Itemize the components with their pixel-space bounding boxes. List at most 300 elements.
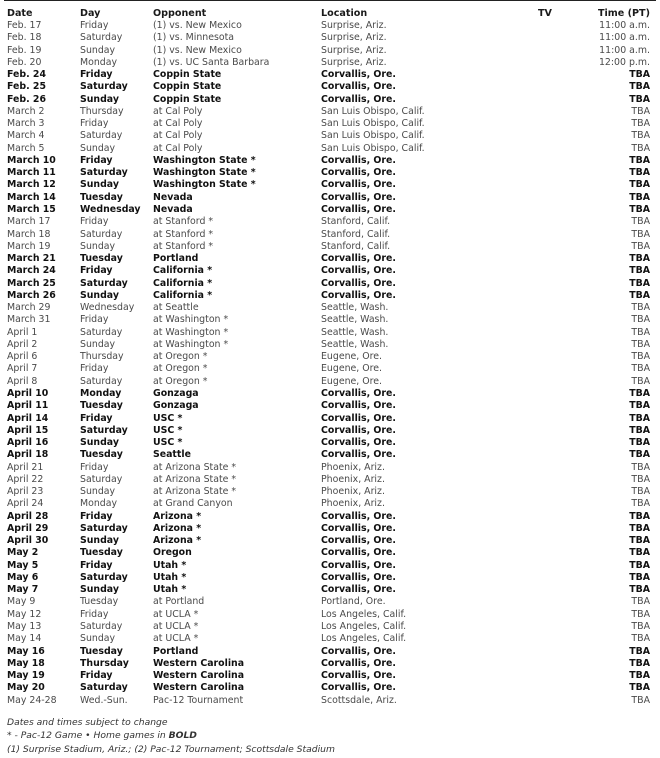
cell-date: March 26 <box>7 289 56 301</box>
cell-day: Tuesday <box>80 645 123 657</box>
cell-day: Tuesday <box>80 400 123 412</box>
cell-time: TBA <box>631 302 650 314</box>
cell-day: Sunday <box>80 93 119 105</box>
cell-day: Tuesday <box>80 449 123 461</box>
table-row <box>7 253 650 265</box>
cell-time: TBA <box>631 375 650 387</box>
cell-time: TBA <box>631 314 650 326</box>
cell-time: TBA <box>629 522 650 534</box>
cell-day: Wednesday <box>80 203 141 215</box>
cell-location: Corvallis, Ore. <box>321 571 396 583</box>
cell-day: Friday <box>80 314 109 326</box>
cell-location: Corvallis, Ore. <box>321 535 396 547</box>
cell-time: TBA <box>631 596 650 608</box>
cell-opponent: Pac-12 Tournament <box>153 694 244 706</box>
footnotes <box>7 716 647 756</box>
table-row <box>7 204 650 216</box>
cell-time: TBA <box>629 265 650 277</box>
cell-date: April 28 <box>7 510 49 522</box>
cell-day: Friday <box>80 412 113 424</box>
cell-opponent: Utah * <box>153 559 187 571</box>
cell-opponent: (1) vs. New Mexico <box>153 20 242 31</box>
table-row <box>7 118 650 130</box>
table-row <box>7 265 650 277</box>
table-row <box>7 658 650 670</box>
cell-location: San Luis Obispo, Calif. <box>321 118 425 130</box>
cell-time: TBA <box>631 473 650 485</box>
cell-time: 11:00 a.m. <box>599 32 650 44</box>
cell-date: March 5 <box>7 142 45 154</box>
cell-location: Corvallis, Ore. <box>321 412 396 424</box>
table-row <box>7 81 650 93</box>
table-row <box>7 462 650 474</box>
cell-date: April 22 <box>7 473 44 485</box>
table-row <box>7 388 650 400</box>
cell-date: Feb. 26 <box>7 93 46 105</box>
cell-date: March 21 <box>7 253 56 265</box>
cell-day: Sunday <box>80 142 116 154</box>
cell-day: Friday <box>80 608 109 620</box>
cell-opponent: Portland <box>153 253 199 265</box>
cell-location: San Luis Obispo, Calif. <box>321 105 425 117</box>
cell-date: April 1 <box>7 326 38 338</box>
cell-opponent: at UCLA * <box>153 621 199 633</box>
cell-location: San Luis Obispo, Calif. <box>321 142 425 154</box>
top-rule <box>4 0 656 1</box>
cell-day: Saturday <box>80 277 128 289</box>
table-row <box>7 69 650 81</box>
cell-date: April 16 <box>7 437 49 449</box>
cell-opponent: at Oregon * <box>153 363 208 375</box>
cell-location: Phoenix, Ariz. <box>321 498 385 510</box>
cell-time: TBA <box>629 584 650 596</box>
cell-location: Corvallis, Ore. <box>321 154 396 166</box>
cell-time: TBA <box>629 645 650 657</box>
cell-date: April 2 <box>7 338 38 350</box>
cell-location: Eugene, Ore. <box>321 351 383 363</box>
table-row <box>7 241 650 253</box>
table-row <box>7 449 650 461</box>
table-row <box>7 523 650 535</box>
cell-opponent: Western Carolina <box>153 682 245 694</box>
cell-location: Portland, Ore. <box>321 596 386 608</box>
cell-location: Stanford, Calif. <box>321 216 391 228</box>
cell-location: San Luis Obispo, Calif. <box>321 130 425 142</box>
cell-date: March 3 <box>7 118 45 130</box>
cell-opponent: Washington State * <box>153 167 256 179</box>
cell-date: March 17 <box>7 216 51 228</box>
cell-location: Corvallis, Ore. <box>321 584 396 596</box>
cell-day: Friday <box>80 118 109 130</box>
cell-opponent: California * <box>153 289 213 301</box>
footnote-dates: Dates and times subject to change <box>7 717 168 728</box>
cell-time: 11:00 a.m. <box>599 44 650 56</box>
table-row <box>7 143 650 155</box>
cell-date: May 5 <box>7 559 39 571</box>
cell-time: TBA <box>631 142 650 154</box>
cell-day: Saturday <box>80 130 123 142</box>
cell-day: Thursday <box>80 105 124 117</box>
cell-opponent: at Oregon * <box>153 351 208 363</box>
cell-time: TBA <box>631 130 650 142</box>
cell-opponent: Coppin State <box>153 93 222 105</box>
cell-day: Saturday <box>80 473 123 485</box>
cell-time: TBA <box>629 93 650 105</box>
cell-day: Saturday <box>80 522 128 534</box>
cell-opponent: Nevada <box>153 191 193 203</box>
cell-day: Friday <box>80 461 109 473</box>
table-row <box>7 633 650 645</box>
cell-opponent: at Grand Canyon <box>153 498 233 510</box>
cell-time: TBA <box>629 657 650 669</box>
cell-date: April 30 <box>7 535 49 547</box>
cell-time: TBA <box>629 81 650 93</box>
table-header <box>7 7 650 20</box>
cell-location: Corvallis, Ore. <box>321 203 396 215</box>
cell-location: Seattle, Wash. <box>321 326 389 338</box>
cell-opponent: Utah * <box>153 584 187 596</box>
cell-date: March 11 <box>7 167 56 179</box>
cell-date: Feb. 18 <box>7 32 42 44</box>
cell-time: TBA <box>629 437 650 449</box>
cell-location: Los Angeles, Calif. <box>321 608 407 620</box>
cell-day: Sunday <box>80 240 116 252</box>
header-day: Day <box>80 8 101 19</box>
cell-time: TBA <box>629 449 650 461</box>
cell-date: April 6 <box>7 351 38 363</box>
cell-day: Saturday <box>80 326 123 338</box>
table-row <box>7 547 650 559</box>
cell-location: Los Angeles, Calif. <box>321 633 407 645</box>
table-row <box>7 486 650 498</box>
cell-opponent: Gonzaga <box>153 400 199 412</box>
table-body <box>7 20 650 707</box>
cell-date: March 15 <box>7 203 56 215</box>
table-row <box>7 560 650 572</box>
cell-time: TBA <box>629 191 650 203</box>
cell-time: TBA <box>631 326 650 338</box>
table-row <box>7 609 650 621</box>
cell-date: April 21 <box>7 461 44 473</box>
table-row <box>7 32 650 44</box>
cell-date: May 16 <box>7 645 45 657</box>
cell-opponent: USC * <box>153 412 183 424</box>
cell-time: TBA <box>629 167 650 179</box>
cell-date: April 15 <box>7 424 49 436</box>
table-row <box>7 167 650 179</box>
cell-opponent: Nevada <box>153 203 193 215</box>
cell-location: Surprise, Ariz. <box>321 20 387 31</box>
cell-day: Sunday <box>80 338 116 350</box>
cell-opponent: at Seattle <box>153 302 199 314</box>
cell-opponent: Seattle <box>153 449 191 461</box>
table-row <box>7 596 650 608</box>
table-row <box>7 290 650 302</box>
cell-day: Saturday <box>80 571 128 583</box>
cell-day: Friday <box>80 216 109 228</box>
cell-date: May 13 <box>7 621 42 633</box>
cell-date: April 10 <box>7 387 49 399</box>
cell-date: March 25 <box>7 277 56 289</box>
cell-day: Tuesday <box>80 191 123 203</box>
cell-location: Corvallis, Ore. <box>321 657 396 669</box>
cell-day: Friday <box>80 265 113 277</box>
cell-date: April 8 <box>7 375 38 387</box>
cell-date: Feb. 19 <box>7 44 42 56</box>
cell-date: May 24-28 <box>7 694 57 706</box>
cell-date: Feb. 25 <box>7 81 46 93</box>
cell-date: March 10 <box>7 154 56 166</box>
cell-date: March 2 <box>7 105 45 117</box>
cell-opponent: Portland <box>153 645 199 657</box>
cell-opponent: at Cal Poly <box>153 105 203 117</box>
cell-date: April 7 <box>7 363 38 375</box>
cell-location: Corvallis, Ore. <box>321 387 396 399</box>
cell-time: TBA <box>629 670 650 682</box>
cell-opponent: (1) vs. Minnesota <box>153 32 235 44</box>
cell-time: 12:00 p.m. <box>598 56 650 68</box>
table-row <box>7 94 650 106</box>
cell-opponent: at Cal Poly <box>153 142 203 154</box>
table-row <box>7 302 650 314</box>
table-row <box>7 474 650 486</box>
cell-opponent: Washington State * <box>153 179 256 191</box>
footnote-venues: (1) Surprise Stadium, Ariz.; (2) Pac-12 Tournament; Scottsdale Stadium <box>7 743 335 755</box>
cell-opponent: Washington State * <box>153 154 256 166</box>
cell-day: Saturday <box>80 682 128 694</box>
cell-date: March 18 <box>7 228 51 240</box>
cell-time: TBA <box>629 400 650 412</box>
cell-day: Friday <box>80 559 113 571</box>
table-row <box>7 584 650 596</box>
cell-location: Stanford, Calif. <box>321 240 391 252</box>
cell-day: Sunday <box>80 584 119 596</box>
cell-opponent: at Washington * <box>153 314 229 326</box>
cell-date: Feb. 20 <box>7 56 42 68</box>
cell-opponent: at Portland <box>153 596 205 608</box>
cell-location: Corvallis, Ore. <box>321 449 396 461</box>
cell-date: April 29 <box>7 522 49 534</box>
footnote-legend <box>7 729 647 742</box>
cell-day: Friday <box>80 363 109 375</box>
cell-date: May 18 <box>7 657 45 669</box>
cell-time: TBA <box>629 571 650 583</box>
table-row <box>7 572 650 584</box>
cell-date: May 19 <box>7 670 45 682</box>
cell-date: May 7 <box>7 584 39 596</box>
cell-time: TBA <box>631 351 650 363</box>
cell-location: Corvallis, Ore. <box>321 400 396 412</box>
cell-date: April 24 <box>7 498 44 510</box>
cell-date: March 29 <box>7 302 51 314</box>
table-row <box>7 511 650 523</box>
cell-location: Seattle, Wash. <box>321 338 389 350</box>
cell-date: March 31 <box>7 314 51 326</box>
cell-day: Tuesday <box>80 547 123 559</box>
table-row <box>7 695 650 707</box>
cell-opponent: Coppin State <box>153 81 222 93</box>
cell-opponent: at Arizona State * <box>153 461 237 473</box>
cell-date: Feb. 24 <box>7 69 46 81</box>
cell-location: Seattle, Wash. <box>321 302 389 314</box>
cell-opponent: at Arizona State * <box>153 473 237 485</box>
cell-opponent: at Cal Poly <box>153 130 203 142</box>
cell-location: Surprise, Ariz. <box>321 32 387 44</box>
table-row <box>7 682 650 694</box>
cell-day: Sunday <box>80 486 116 498</box>
cell-day: Saturday <box>80 375 123 387</box>
header-time: Time (PT) <box>597 8 650 19</box>
table-row <box>7 229 650 241</box>
cell-time: TBA <box>631 216 650 228</box>
table-row <box>7 106 650 118</box>
table-row <box>7 20 650 32</box>
cell-opponent: Western Carolina <box>153 657 245 669</box>
cell-opponent: at Stanford * <box>153 228 214 240</box>
cell-location: Corvallis, Ore. <box>321 167 396 179</box>
cell-date: May 9 <box>7 596 36 608</box>
cell-opponent: (1) vs. UC Santa Barbara <box>153 56 270 68</box>
table-row <box>7 363 650 375</box>
cell-location: Corvallis, Ore. <box>321 69 396 81</box>
table-row <box>7 498 650 510</box>
cell-location: Corvallis, Ore. <box>321 437 396 449</box>
cell-day: Friday <box>80 69 113 81</box>
table-row <box>7 413 650 425</box>
cell-day: Friday <box>80 510 113 522</box>
cell-day: Sunday <box>80 437 119 449</box>
cell-location: Corvallis, Ore. <box>321 510 396 522</box>
cell-date: March 14 <box>7 191 56 203</box>
cell-location: Corvallis, Ore. <box>321 81 396 93</box>
table-row <box>7 314 650 326</box>
table-row <box>7 278 650 290</box>
cell-time: TBA <box>629 424 650 436</box>
cell-time: TBA <box>631 633 650 645</box>
cell-location: Corvallis, Ore. <box>321 277 396 289</box>
cell-date: March 12 <box>7 179 56 191</box>
cell-day: Saturday <box>80 424 128 436</box>
cell-location: Phoenix, Ariz. <box>321 473 385 485</box>
cell-time: TBA <box>631 498 650 510</box>
cell-opponent: USC * <box>153 424 183 436</box>
cell-opponent: at UCLA * <box>153 633 199 645</box>
cell-day: Friday <box>80 20 109 31</box>
cell-opponent: at Stanford * <box>153 216 214 228</box>
table-row <box>7 216 650 228</box>
cell-time: TBA <box>629 253 650 265</box>
cell-day: Friday <box>80 670 113 682</box>
cell-date: Feb. 17 <box>7 20 42 31</box>
cell-date: March 24 <box>7 265 56 277</box>
cell-day: Thursday <box>80 657 129 669</box>
cell-time: 11:00 a.m. <box>599 20 650 31</box>
cell-location: Phoenix, Ariz. <box>321 461 385 473</box>
cell-time: TBA <box>629 547 650 559</box>
table-row <box>7 425 650 437</box>
cell-location: Corvallis, Ore. <box>321 424 396 436</box>
cell-day: Tuesday <box>80 253 123 265</box>
header-location: Location <box>321 8 368 19</box>
cell-day: Monday <box>80 56 118 68</box>
cell-date: May 20 <box>7 682 45 694</box>
cell-opponent: Utah * <box>153 571 187 583</box>
cell-day: Wed.-Sun. <box>80 694 128 706</box>
cell-time: TBA <box>631 228 650 240</box>
header-date: Date <box>7 8 33 19</box>
table-row <box>7 155 650 167</box>
cell-location: Corvallis, Ore. <box>321 522 396 534</box>
cell-location: Corvallis, Ore. <box>321 253 396 265</box>
cell-date: May 12 <box>7 608 42 620</box>
cell-day: Monday <box>80 387 122 399</box>
cell-location: Seattle, Wash. <box>321 314 389 326</box>
cell-time: TBA <box>631 105 650 117</box>
cell-opponent: at Washington * <box>153 326 229 338</box>
cell-day: Sunday <box>80 289 119 301</box>
cell-location: Corvallis, Ore. <box>321 289 396 301</box>
table-row <box>7 339 650 351</box>
cell-location: Phoenix, Ariz. <box>321 486 385 498</box>
table-row <box>7 646 650 658</box>
cell-time: TBA <box>631 338 650 350</box>
cell-time: TBA <box>629 387 650 399</box>
cell-date: March 19 <box>7 240 51 252</box>
table-row <box>7 400 650 412</box>
cell-location: Scottsdale, Ariz. <box>321 694 397 706</box>
cell-location: Corvallis, Ore. <box>321 179 396 191</box>
cell-opponent: (1) vs. New Mexico <box>153 44 242 56</box>
cell-opponent: Western Carolina <box>153 670 245 682</box>
cell-opponent: Arizona * <box>153 510 202 522</box>
cell-date: April 14 <box>7 412 49 424</box>
header-tv: TV <box>538 8 552 19</box>
schedule-table <box>7 7 650 707</box>
cell-time: TBA <box>629 203 650 215</box>
cell-time: TBA <box>629 277 650 289</box>
cell-time: TBA <box>629 682 650 694</box>
cell-opponent: California * <box>153 265 213 277</box>
table-row <box>7 327 650 339</box>
table-row <box>7 621 650 633</box>
cell-location: Eugene, Ore. <box>321 363 383 375</box>
cell-date: March 4 <box>7 130 45 142</box>
cell-day: Sunday <box>80 535 119 547</box>
cell-time: TBA <box>631 694 650 706</box>
footnote-legend-text: * - Pac-12 Game • Home games in <box>7 730 169 742</box>
table-row <box>7 437 650 449</box>
cell-opponent: California * <box>153 277 213 289</box>
cell-day: Sunday <box>80 179 119 191</box>
cell-date: May 6 <box>7 571 39 583</box>
cell-time: TBA <box>629 154 650 166</box>
cell-day: Sunday <box>80 44 116 56</box>
cell-opponent: at UCLA * <box>153 608 199 620</box>
cell-time: TBA <box>629 535 650 547</box>
cell-time: TBA <box>629 289 650 301</box>
table-row <box>7 670 650 682</box>
cell-time: TBA <box>631 118 650 130</box>
cell-location: Surprise, Ariz. <box>321 44 387 56</box>
cell-day: Saturday <box>80 228 123 240</box>
cell-time: TBA <box>631 608 650 620</box>
cell-time: TBA <box>629 412 650 424</box>
cell-opponent: at Cal Poly <box>153 118 203 130</box>
cell-opponent: USC * <box>153 437 183 449</box>
cell-opponent: at Arizona State * <box>153 486 237 498</box>
cell-date: April 11 <box>7 400 49 412</box>
cell-day: Monday <box>80 498 118 510</box>
